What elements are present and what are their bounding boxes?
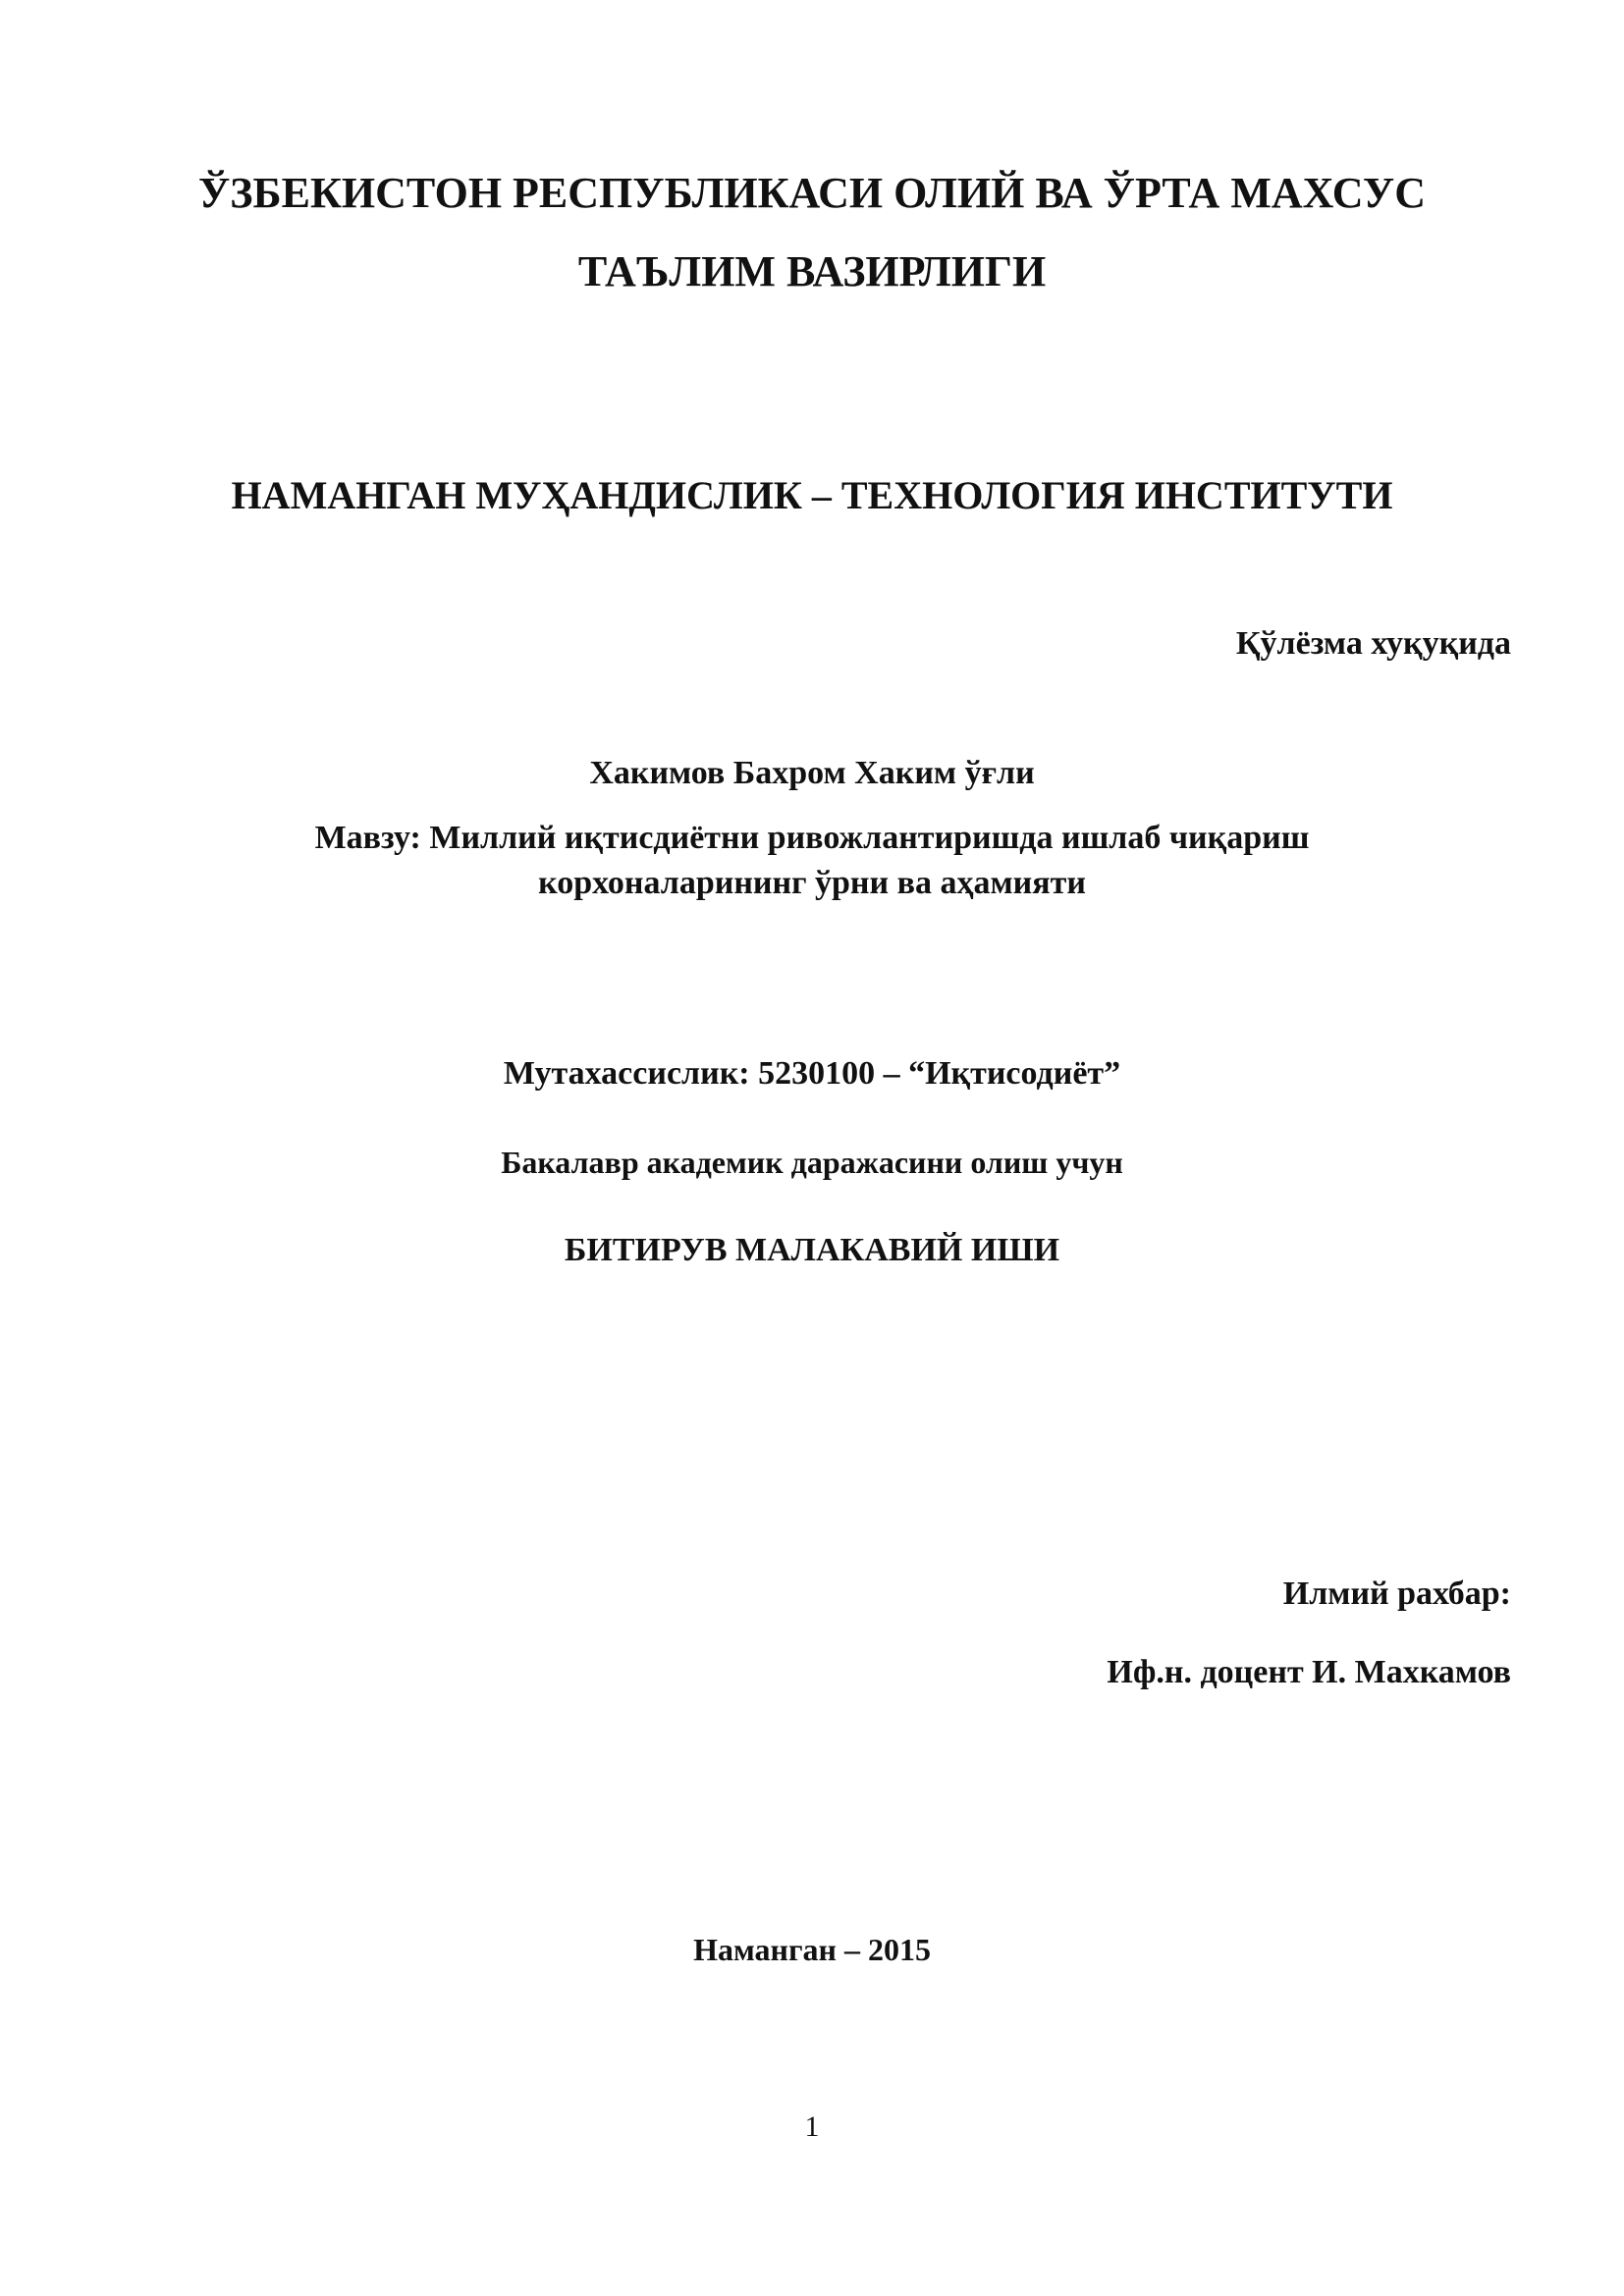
topic-line-2: корхоналарининг ўрни ва аҳамияти <box>538 865 1086 901</box>
ministry-line-1: ЎЗБЕКИСТОН РЕСПУБЛИКАСИ ОЛИЙ ВА ЎРТА МАХСУС <box>197 169 1426 217</box>
supervisor-name: Иф.н. доцент И. Махкамов <box>1107 1654 1511 1690</box>
manuscript-rights-label: Қўлёзма хуқуқида <box>1235 625 1511 662</box>
supervisor-label: Илмий рахбар: <box>1282 1575 1511 1612</box>
author-name: Хакимов Бахром Хаким ўғли <box>589 755 1035 791</box>
institute-name: НАМАНГАН МУҲАНДИСЛИК – ТЕХНОЛОГИЯ ИНСТИТУТИ <box>231 473 1393 517</box>
specialty: Мутахассислик: 5230100 – “Иқтисодиёт” <box>503 1055 1121 1092</box>
work-type-title: БИТИРУВ МАЛАКАВИЙ ИШИ <box>564 1232 1060 1268</box>
place-year: Наманган – 2015 <box>693 1932 931 1967</box>
page-number: 1 <box>804 2110 820 2143</box>
degree-purpose: Бакалавр академик даражасини олиш учун <box>501 1145 1123 1180</box>
topic-line-1: Мавзу: Миллий иқтисдиётни ривожлантиришда ишлаб чиқариш <box>314 820 1310 856</box>
ministry-line-2: ТАЪЛИМ ВАЗИРЛИГИ <box>577 247 1047 295</box>
